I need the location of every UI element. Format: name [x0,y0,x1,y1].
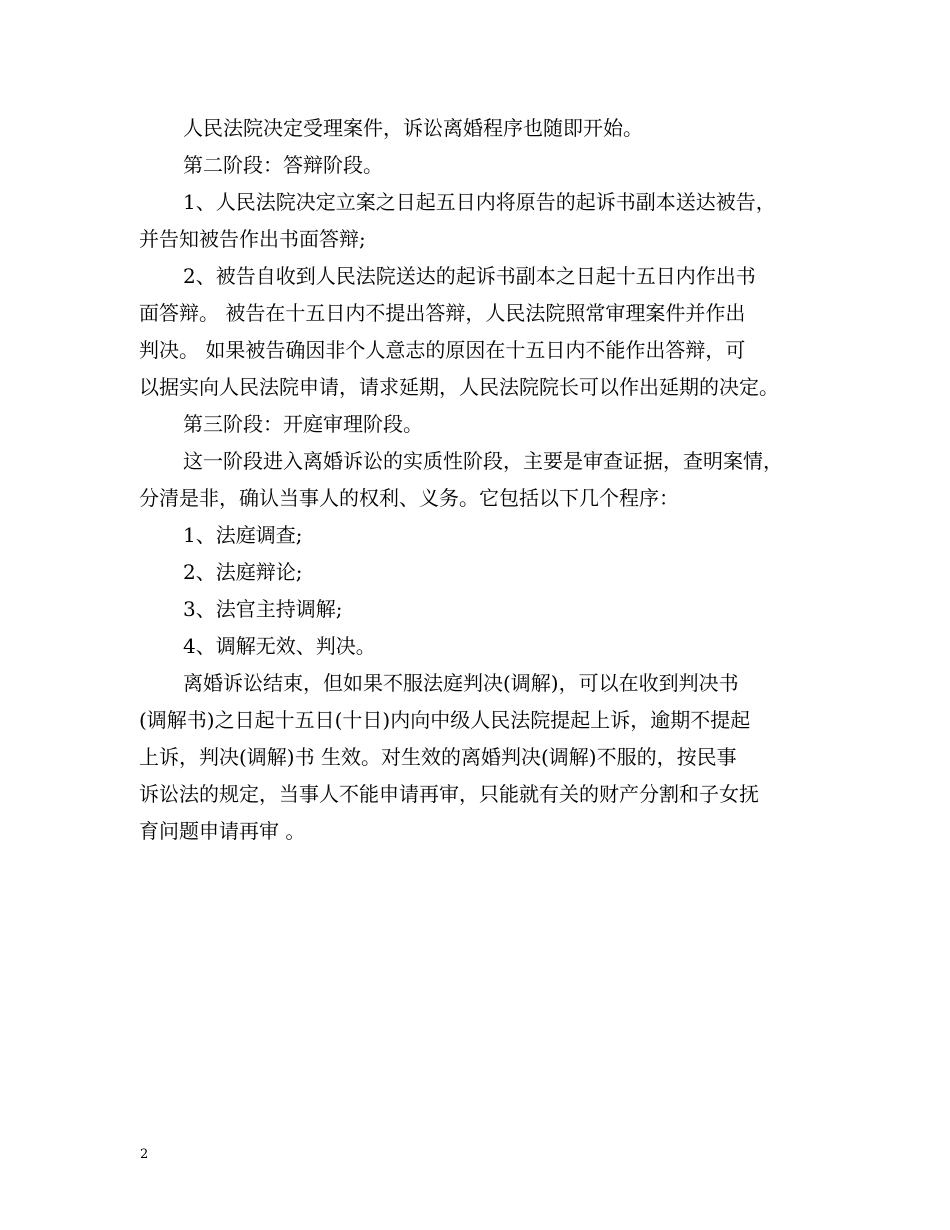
text-line: 诉讼法的规定，当事人不能申请再审，只能就有关的财产分割和子女抚 [139,782,759,806]
text-line: 以据实向人民法院申请，请求延期，人民法院院长可以作出延期的决定。 [139,375,779,399]
list-item: 1、法庭调查; [183,523,303,547]
text-line: 分清是非，确认当事人的权利、义务。它包括以下几个程序： [139,486,679,510]
text-line: 人民法院决定受理案件，诉讼离婚程序也随即开始。 [183,116,643,140]
text-line: 离婚诉讼结束，但如果不服法庭判决(调解)，可以在收到判决书 [183,671,739,695]
text-line: 1、人民法院决定立案之日起五日内将原告的起诉书副本送达被告， [183,190,776,214]
section-heading-stage-2: 第二阶段：答辩阶段。 [183,153,383,177]
text-line: 育问题申请再审 。 [139,819,306,843]
page-number: 2 [140,1147,149,1162]
text-line: 判决。 如果被告确因非个人意志的原因在十五日内不能作出答辩，可 [139,338,746,362]
text-line: 并告知被告作出书面答辩; [139,227,366,251]
section-heading-stage-3: 第三阶段：开庭审理阶段。 [183,412,423,436]
text-line: (调解书)之日起十五日(十日)内向中级人民法院提起上诉，逾期不提起 [139,708,751,732]
text-line: 这一阶段进入离婚诉讼的实质性阶段，主要是审查证据，查明案情， [183,449,783,473]
document-body [139,110,829,850]
text-line: 上诉，判决(调解)书 生效。对生效的离婚判决(调解)不服的，按民事 [139,745,737,769]
text-line: 2、被告自收到人民法院送达的起诉书副本之日起十五日内作出书 [183,264,756,288]
list-item: 2、法庭辩论; [183,560,303,584]
list-item: 3、法官主持调解; [183,597,343,621]
text-line: 面答辩。 被告在十五日内不提出答辩，人民法院照常审理案件并作出 [139,301,746,325]
list-item: 4、调解无效、判决。 [183,634,376,658]
